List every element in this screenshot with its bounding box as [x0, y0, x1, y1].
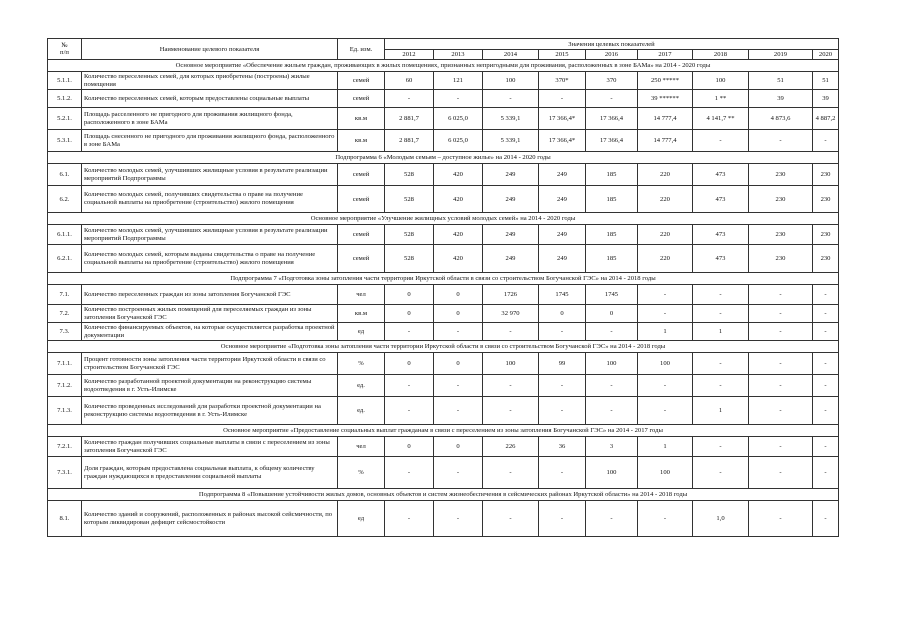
value-cell: - — [586, 375, 638, 397]
header-year: 2020 — [813, 50, 839, 60]
value-cell: 4 887,2 — [813, 108, 839, 130]
value-cell: 0 — [434, 285, 483, 305]
indicator-name: Количество молодых семей, которым выданы свидетельства о праве на получение социальной выплаты на приобретение (строительство) жилого помещения — [82, 245, 338, 273]
value-cell: 220 — [638, 225, 693, 245]
value-cell: - — [385, 323, 434, 341]
value-cell: - — [434, 375, 483, 397]
table-row — [48, 72, 839, 90]
unit-cell: % — [338, 353, 385, 375]
table-row — [48, 186, 839, 213]
value-cell: - — [434, 90, 483, 108]
value-cell: 5 339,1 — [483, 108, 539, 130]
value-cell: 99 — [539, 353, 586, 375]
value-cell: 36 — [539, 437, 586, 457]
value-cell: - — [749, 353, 813, 375]
indicator-name: Количество переселенных семей, которым предоставлены социальные выплаты — [82, 90, 338, 108]
unit-cell: кв.м — [338, 108, 385, 130]
value-cell: - — [483, 397, 539, 425]
value-cell: 17 366,4* — [539, 130, 586, 152]
value-cell: 528 — [385, 245, 434, 273]
value-cell: 473 — [693, 186, 749, 213]
indicator-name: Количество разработанной проектной документации на реконструкцию системы водоотведения в г. Усть-Илимске — [82, 375, 338, 397]
value-cell: 39 — [813, 90, 839, 108]
unit-cell: семей — [338, 164, 385, 186]
value-cell: 528 — [385, 164, 434, 186]
header-num: № п/п — [48, 39, 82, 60]
row-number: 7.1.1. — [48, 353, 82, 375]
value-cell: - — [539, 397, 586, 425]
header-values: Значения целевых показателей — [385, 39, 839, 50]
indicator-name: Количество переселенных семей, для которых приобретены (построены) жилые помещения — [82, 72, 338, 90]
table-row — [48, 245, 839, 273]
table-row — [48, 225, 839, 245]
value-cell: - — [483, 323, 539, 341]
unit-cell: ед — [338, 323, 385, 341]
value-cell: - — [638, 501, 693, 537]
indicator-name: Площадь расселенного не пригодного для проживания жилищного фонда, расположенного в зоне БАМа — [82, 108, 338, 130]
value-cell: 226 — [483, 437, 539, 457]
unit-cell: кв.м — [338, 305, 385, 323]
value-cell: 1726 — [483, 285, 539, 305]
table-row — [48, 457, 839, 489]
value-cell: 528 — [385, 225, 434, 245]
value-cell: - — [483, 501, 539, 537]
value-cell: - — [693, 457, 749, 489]
value-cell: 0 — [385, 285, 434, 305]
value-cell: 0 — [385, 353, 434, 375]
value-cell: 2 881,7 — [385, 108, 434, 130]
unit-cell: ед. — [338, 375, 385, 397]
table-row — [48, 90, 839, 108]
indicator-name: Количество проведенных исследований для разработки проектной документации на реконструкцию системы водоотведения в г. Усть-Илимске — [82, 397, 338, 425]
value-cell: 14 777,4 — [638, 130, 693, 152]
row-number: 7.2.1. — [48, 437, 82, 457]
value-cell: - — [693, 375, 749, 397]
table-row — [48, 323, 839, 341]
row-number: 7.3.1. — [48, 457, 82, 489]
header-year: 2015 — [539, 50, 586, 60]
value-cell: 249 — [483, 164, 539, 186]
indicator-name: Площадь снесенного не пригодного для проживания жилищного фонда, расположенного в зоне БАМа — [82, 130, 338, 152]
row-number: 6.1.1. — [48, 225, 82, 245]
header-year: 2014 — [483, 50, 539, 60]
table-body — [48, 60, 839, 537]
row-number: 7.1. — [48, 285, 82, 305]
value-cell: - — [749, 457, 813, 489]
value-cell: 6 025,0 — [434, 108, 483, 130]
indicator-name: Количество финансируемых объектов, на которые осуществляется разработка проектной документации — [82, 323, 338, 341]
header-year: 2012 — [385, 50, 434, 60]
value-cell: 420 — [434, 186, 483, 213]
header-row-1 — [48, 39, 839, 50]
value-cell: 39 ****** — [638, 90, 693, 108]
value-cell: - — [813, 353, 839, 375]
value-cell: - — [813, 285, 839, 305]
value-cell: 1745 — [586, 285, 638, 305]
value-cell: 32 970 — [483, 305, 539, 323]
value-cell: 1,0 — [693, 501, 749, 537]
table-row — [48, 285, 839, 305]
value-cell: - — [586, 501, 638, 537]
unit-cell: чел — [338, 437, 385, 457]
section-heading-row — [48, 425, 839, 437]
header-year: 2019 — [749, 50, 813, 60]
value-cell: 100 — [638, 353, 693, 375]
row-number: 5.1.2. — [48, 90, 82, 108]
row-number: 6.2. — [48, 186, 82, 213]
target-indicators-table — [47, 38, 839, 537]
value-cell: 230 — [813, 186, 839, 213]
value-cell: - — [813, 375, 839, 397]
value-cell: 51 — [813, 72, 839, 90]
value-cell: 1 ** — [693, 90, 749, 108]
value-cell: - — [385, 90, 434, 108]
value-cell: 100 — [693, 72, 749, 90]
value-cell: - — [434, 397, 483, 425]
value-cell: 100 — [483, 353, 539, 375]
value-cell: 249 — [539, 245, 586, 273]
header-year: 2018 — [693, 50, 749, 60]
value-cell: - — [586, 397, 638, 425]
indicator-name: Количество граждан получивших социальные выплаты в связи с переселением из зоны затопления Богучанской ГЭС — [82, 437, 338, 457]
value-cell: 473 — [693, 245, 749, 273]
section-heading: Основное мероприятие «Обеспечение жильем граждан, проживающих в жилых помещениях, признанных непригодными для проживания, расположенных в зоне БАМа» на 2014 - 2020 годы — [48, 60, 839, 72]
value-cell: 230 — [813, 225, 839, 245]
value-cell: 17 366,4 — [586, 130, 638, 152]
value-cell: - — [638, 285, 693, 305]
value-cell: - — [749, 130, 813, 152]
value-cell: - — [434, 501, 483, 537]
value-cell: - — [483, 457, 539, 489]
value-cell: - — [813, 437, 839, 457]
value-cell: 1 — [693, 397, 749, 425]
indicator-name: Количество зданий и сооружений, расположенных в районах высокой сейсмичности, по которым ликвидирован дефицит сейсмостойкости — [82, 501, 338, 537]
value-cell: 185 — [586, 164, 638, 186]
value-cell: 4 873,6 — [749, 108, 813, 130]
section-heading: Основное мероприятие «Подготовка зоны затопления части территории Иркутской области в связи со строительством Богучанской ГЭС» на 2014 - 2018 годы — [48, 341, 839, 353]
row-number: 5.2.1. — [48, 108, 82, 130]
value-cell: - — [638, 375, 693, 397]
value-cell: - — [749, 397, 813, 425]
unit-cell: ед — [338, 501, 385, 537]
value-cell: 473 — [693, 164, 749, 186]
table-row — [48, 108, 839, 130]
value-cell: 3 — [586, 437, 638, 457]
value-cell: 0 — [434, 305, 483, 323]
value-cell: - — [749, 437, 813, 457]
value-cell: 220 — [638, 186, 693, 213]
value-cell: 370* — [539, 72, 586, 90]
value-cell: 230 — [749, 164, 813, 186]
indicator-name: Процент готовности зоны затопления части территории Иркутской области в связи со строительством Богучанской ГЭС — [82, 353, 338, 375]
document-page — [47, 38, 838, 537]
value-cell: 185 — [586, 186, 638, 213]
value-cell: - — [749, 323, 813, 341]
value-cell: - — [813, 305, 839, 323]
header-unit: Ед. изм. — [338, 39, 385, 60]
row-number: 7.2. — [48, 305, 82, 323]
value-cell: - — [586, 323, 638, 341]
value-cell: - — [385, 501, 434, 537]
value-cell: - — [385, 397, 434, 425]
row-number: 6.2.1. — [48, 245, 82, 273]
value-cell: - — [693, 353, 749, 375]
section-heading: Основное мероприятие «Предоставление социальных выплат гражданам в связи с переселением из зоны затопления Богучанской ГЭС» на 2014 - 2017 годы — [48, 425, 839, 437]
value-cell: - — [749, 305, 813, 323]
table-row — [48, 130, 839, 152]
value-cell: 230 — [813, 245, 839, 273]
row-number: 7.3. — [48, 323, 82, 341]
section-heading-row — [48, 213, 839, 225]
value-cell: - — [813, 130, 839, 152]
value-cell: - — [539, 501, 586, 537]
header-year: 2017 — [638, 50, 693, 60]
unit-cell: семей — [338, 90, 385, 108]
value-cell: 1 — [638, 437, 693, 457]
value-cell: - — [813, 501, 839, 537]
header-year: 2016 — [586, 50, 638, 60]
section-heading: Подпрограмма 6 «Молодым семьям – доступное жилье» на 2014 - 2020 годы — [48, 152, 839, 164]
section-heading: Подпрограмма 8 «Повышение устойчивости жилых домов, основных объектов и систем жизнеобеспечения в сейсмических районах Иркутской области» на 2014 - 2018 годы — [48, 489, 839, 501]
unit-cell: кв.м — [338, 130, 385, 152]
value-cell: 420 — [434, 245, 483, 273]
value-cell: 60 — [385, 72, 434, 90]
value-cell: - — [539, 323, 586, 341]
row-number: 5.3.1. — [48, 130, 82, 152]
value-cell: - — [586, 90, 638, 108]
unit-cell: семей — [338, 72, 385, 90]
row-number: 5.1.1. — [48, 72, 82, 90]
indicator-name: Количество молодых семей, улучшивших жилищные условия в результате реализации мероприятий Подпрограммы — [82, 225, 338, 245]
section-heading: Основное мероприятие «Улучшение жилищных условий молодых семей» на 2014 - 2020 годы — [48, 213, 839, 225]
unit-cell: чел — [338, 285, 385, 305]
value-cell: 230 — [813, 164, 839, 186]
value-cell: - — [385, 457, 434, 489]
row-number: 8.1. — [48, 501, 82, 537]
value-cell: 220 — [638, 245, 693, 273]
value-cell: 17 366,4* — [539, 108, 586, 130]
table-row — [48, 501, 839, 537]
indicator-name: Доля граждан, которым предоставлена социальная выплата, к общему количеству граждан нуждающихся в предоставлении социальной выплаты — [82, 457, 338, 489]
table-row — [48, 437, 839, 457]
value-cell: - — [483, 375, 539, 397]
value-cell: - — [539, 90, 586, 108]
value-cell: - — [813, 323, 839, 341]
value-cell: - — [813, 397, 839, 425]
value-cell: - — [693, 305, 749, 323]
indicator-name: Количество молодых семей, улучшивших жилищные условия в результате реализации мероприятий Подпрограммы — [82, 164, 338, 186]
unit-cell: семей — [338, 245, 385, 273]
value-cell: - — [434, 457, 483, 489]
value-cell: - — [385, 375, 434, 397]
value-cell: 2 881,7 — [385, 130, 434, 152]
value-cell: 185 — [586, 225, 638, 245]
value-cell: 1 — [638, 323, 693, 341]
section-heading-row — [48, 60, 839, 72]
table-row — [48, 305, 839, 323]
value-cell: 473 — [693, 225, 749, 245]
table-row — [48, 375, 839, 397]
value-cell: 528 — [385, 186, 434, 213]
section-heading-row — [48, 273, 839, 285]
table-row — [48, 164, 839, 186]
value-cell: - — [539, 457, 586, 489]
value-cell: 6 025,0 — [434, 130, 483, 152]
value-cell: - — [693, 437, 749, 457]
value-cell: 17 366,4 — [586, 108, 638, 130]
value-cell: - — [813, 457, 839, 489]
value-cell: - — [749, 285, 813, 305]
value-cell: 4 141,7 ** — [693, 108, 749, 130]
value-cell: 220 — [638, 164, 693, 186]
table-row — [48, 353, 839, 375]
value-cell: 100 — [638, 457, 693, 489]
row-number: 7.1.3. — [48, 397, 82, 425]
value-cell: 185 — [586, 245, 638, 273]
value-cell: 121 — [434, 72, 483, 90]
value-cell: - — [483, 90, 539, 108]
section-heading-row — [48, 152, 839, 164]
value-cell: 1745 — [539, 285, 586, 305]
value-cell: 0 — [434, 353, 483, 375]
value-cell: 100 — [586, 353, 638, 375]
value-cell: - — [638, 397, 693, 425]
value-cell: 420 — [434, 164, 483, 186]
unit-cell: семей — [338, 186, 385, 213]
section-heading-row — [48, 489, 839, 501]
value-cell: 420 — [434, 225, 483, 245]
unit-cell: ед. — [338, 397, 385, 425]
indicator-name: Количество переселенных граждан из зоны затопления Богучанской ГЭС — [82, 285, 338, 305]
value-cell: 230 — [749, 225, 813, 245]
value-cell: 249 — [483, 225, 539, 245]
value-cell: 249 — [539, 186, 586, 213]
value-cell: - — [693, 130, 749, 152]
value-cell: 249 — [539, 225, 586, 245]
value-cell: - — [693, 285, 749, 305]
value-cell: 249 — [483, 245, 539, 273]
unit-cell: семей — [338, 225, 385, 245]
value-cell: 1 — [693, 323, 749, 341]
unit-cell: % — [338, 457, 385, 489]
value-cell: 249 — [539, 164, 586, 186]
value-cell: 230 — [749, 245, 813, 273]
value-cell: - — [749, 501, 813, 537]
value-cell: 100 — [483, 72, 539, 90]
indicator-name: Количество молодых семей, получивших свидетельства о праве на получение социальной выплаты на приобретение (строительство) жилого помещения — [82, 186, 338, 213]
value-cell: 370 — [586, 72, 638, 90]
section-heading-row — [48, 341, 839, 353]
value-cell: - — [539, 375, 586, 397]
value-cell: 0 — [385, 305, 434, 323]
value-cell: - — [749, 375, 813, 397]
value-cell: 100 — [586, 457, 638, 489]
indicator-name: Количество построенных жилых помещений для переселяемых граждан из зоны затопления Богучанской ГЭС — [82, 305, 338, 323]
row-number: 7.1.2. — [48, 375, 82, 397]
value-cell: - — [638, 305, 693, 323]
value-cell: 0 — [586, 305, 638, 323]
header-year: 2013 — [434, 50, 483, 60]
value-cell: - — [434, 323, 483, 341]
row-number: 6.1. — [48, 164, 82, 186]
value-cell: 230 — [749, 186, 813, 213]
value-cell: 14 777,4 — [638, 108, 693, 130]
value-cell: 249 — [483, 186, 539, 213]
value-cell: 5 339,1 — [483, 130, 539, 152]
value-cell: 0 — [539, 305, 586, 323]
value-cell: 0 — [385, 437, 434, 457]
value-cell: 250 ***** — [638, 72, 693, 90]
value-cell: 39 — [749, 90, 813, 108]
table-row — [48, 397, 839, 425]
value-cell: 0 — [434, 437, 483, 457]
section-heading: Подпрограмма 7 «Подготовка зоны затопления части территории Иркутской области в связи со строительством Богучанской ГЭС» на 2014 - 2018 годы — [48, 273, 839, 285]
header-name: Наименование целевого показателя — [82, 39, 338, 60]
value-cell: 51 — [749, 72, 813, 90]
